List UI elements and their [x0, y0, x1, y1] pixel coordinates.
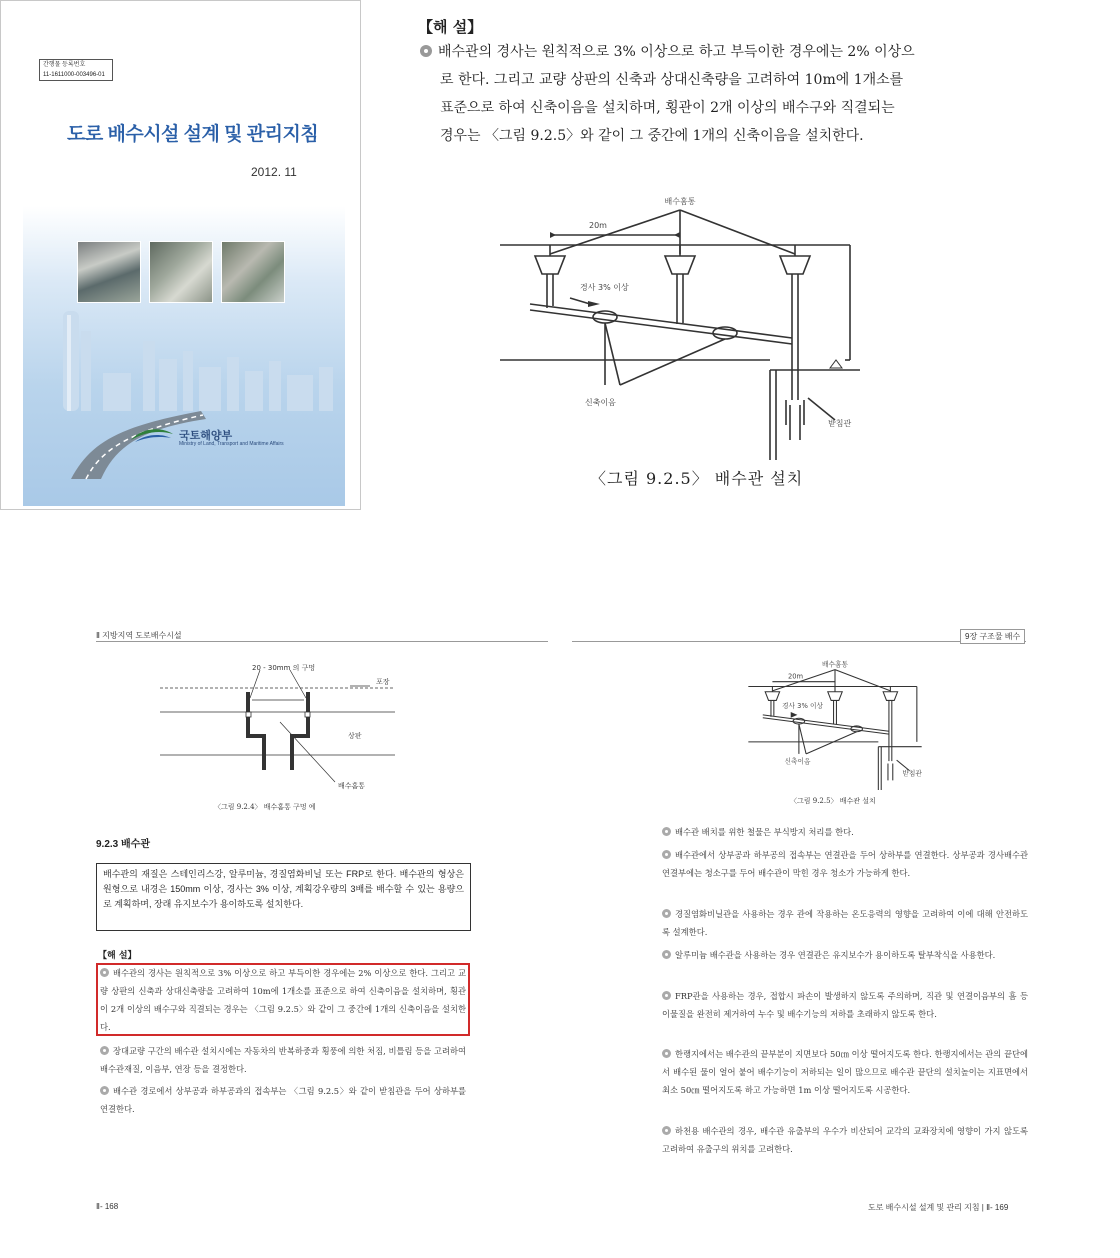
publisher-name-english: Ministry of Land, Transport and Maritime Affairs — [179, 441, 284, 447]
top-commentary-line: 배수관의 경사는 원칙적으로 3% 이상으로 하고 부득이한 경우에는 2% 이상으 — [420, 38, 980, 66]
circle-bullet-icon — [662, 850, 671, 859]
label-20m: 20m — [589, 221, 607, 230]
publisher-name: 국토해양부 — [179, 430, 233, 442]
label-drain-funnel: 배수홈통 — [338, 782, 366, 790]
label-drain-funnel: 배수홈통 — [821, 660, 849, 669]
right-bullet: 배수관 배치를 위한 철물은 부식방지 처리를 한다. — [662, 823, 1028, 841]
label-support-pipe: 받침관 — [902, 769, 922, 778]
circle-bullet-icon — [662, 991, 671, 1000]
cover-date: 2012. 11 — [251, 165, 297, 179]
commentary-bullet: 장대교량 구간의 배수관 설치시에는 자동차의 반복하중과 횡풍에 의한 처짐, 비틀림 등을 고려하여 배수관재질, 이음부, 연장 등을 결정한다. — [100, 1046, 466, 1074]
label-expansion-joint: 신축이음 — [585, 398, 616, 407]
circle-bullet-icon — [662, 1049, 671, 1058]
right-bullet: 알루미늄 배수관을 사용하는 경우 연결관은 유지보수가 용이하도록 탈부착식을 사용한다. — [662, 946, 1028, 964]
label-deck-slab: 상판 — [348, 732, 362, 740]
right-bullet: 배수관에서 상부공과 하부공의 접속부는 연결관을 두어 상하부를 연결한다. 상부공과 경사배수관 연결부에는 청소구를 두어 배수관이 막힌 경우 청소가 가능하게 한다. — [662, 850, 1028, 878]
drain-funnel-hole-figure — [160, 660, 400, 790]
report-cover — [0, 0, 361, 510]
top-figure-caption: 〈그림 9.2.5〉 배수관 설치 — [590, 469, 804, 488]
commentary-bullet: 배수관의 경사는 원칙적으로 3% 이상으로 하고 부득이한 경우에는 2% 이상으로 한다. 그리고 교량 상판의 신축과 상대신축량을 고려하여 10m에 1개소를 표준으로 하여 신축이음을 설치하며, 횡관이 2개 이상의 배수구와 직결되는 경우는 〈그림 9.2.5〉와 같이 그 중간에 1개의 신축이음을 설치한다. — [100, 968, 466, 1032]
circle-bullet-icon — [420, 45, 432, 57]
left-page-number: Ⅱ- 168 — [96, 1202, 119, 1211]
circle-bullet-icon — [100, 968, 109, 977]
label-expansion-joint: 신축이음 — [784, 757, 811, 766]
top-commentary-heading: 【해 설】 — [418, 18, 483, 36]
circle-bullet-icon — [662, 950, 671, 959]
right-bullet: 하천용 배수관의 경우, 배수관 유출부의 우수가 비산되어 교각의 교좌장치에 영향이 가지 않도록 고려하여 유출구의 위치를 고려한다. — [662, 1126, 1028, 1154]
circle-bullet-icon — [100, 1046, 109, 1055]
label-hole-size: 20 - 30mm 의 구멍 — [252, 664, 316, 672]
right-page-header: 9장 구조물 배수 — [960, 629, 1025, 644]
registration-box — [39, 59, 113, 81]
circle-bullet-icon — [662, 827, 671, 836]
city-skyline-illustration — [23, 301, 345, 411]
label-slope: 경사 3% 이상 — [580, 283, 629, 292]
drain-pipe-installation-figure-large — [490, 190, 870, 460]
circle-bullet-icon — [100, 1086, 109, 1095]
cover-photo-roadside-gutter — [221, 241, 285, 303]
left-header-rule — [96, 641, 548, 642]
label-support-pipe: 받침관 — [828, 419, 852, 428]
top-commentary-line: 경우는 〈그림 9.2.5〉와 같이 그 중간에 1개의 신축이음을 설치한다. — [440, 128, 864, 144]
top-commentary-line: 로 한다. 그리고 교량 상판의 신축과 상대신축량을 고려하여 10m에 1개소를 — [440, 72, 904, 88]
label-drain-funnel: 배수홈통 — [664, 197, 696, 206]
commentary-bullet: 배수관 경로에서 상부공과 하부공과의 접속부는 〈그림 9.2.5〉와 같이 받침관을 두어 상하부를 연결한다. — [100, 1086, 466, 1114]
label-pavement: 포장 — [376, 678, 390, 686]
section-title: 9.2.3 배수관 — [96, 839, 150, 850]
standard-text-box: 배수관의 재질은 스테인리스강, 알루미늄, 경질염화비닐 또는 FRP로 한다. 배수관의 형상은 원형으로 내경은 150mm 이상, 경사는 3% 이상, 계획강우량의 3배를 배수할 수 있는 용량으로 계획하며, 장래 유지보수가 용이하도록 설치한다. — [96, 863, 471, 931]
registration-label: 간행물 등록번호 — [43, 62, 86, 68]
label-slope: 경사 3% 이상 — [782, 702, 824, 711]
drain-pipe-installation-figure-small — [740, 660, 930, 790]
right-bullet: 경질염화비닐관을 사용하는 경우 관에 작용하는 온도응력의 영향을 고려하여 이에 대해 안전하도록 설계한다. — [662, 909, 1028, 937]
circle-bullet-icon — [662, 1126, 671, 1135]
cover-title: 도로 배수시설 설계 및 관리지침 — [67, 124, 319, 145]
right-header-rule — [572, 641, 1026, 642]
right-bullet: FRP관을 사용하는 경우, 접합시 파손이 발생하지 않도록 주의하며, 직관 및 연결이음부의 흠 등 이물질을 완전히 제거하여 누수 및 배수기능의 저하를 초래하지 않도록 한다. — [662, 991, 1028, 1019]
ministry-logo-icon — [129, 426, 175, 444]
right-bullet: 한랭지에서는 배수관의 끝부분이 지면보다 50㎝ 이상 떨어지도록 한다. 한랭지에서는 관의 끝단에서 배수된 물이 얼어 붙어 배수기능이 저하되는 일이 많으므로 배수관 끝단의 설치높이는 지표면에서 최소 50㎝ 떨어지도록 하고 가능하면 1m 이상 떨어지도록 시공한다. — [662, 1049, 1028, 1095]
commentary-heading: 【해 설】 — [98, 951, 137, 961]
circle-bullet-icon — [662, 909, 671, 918]
top-commentary-line: 표준으로 하여 신축이음을 설치하며, 횡관이 2개 이상의 배수구와 직결되는 — [440, 100, 895, 116]
figure-9-2-5-caption: 〈그림 9.2.5〉 배수관 설치 — [790, 797, 876, 805]
registration-number: 11-1611000-003496-01 — [43, 72, 105, 78]
cover-photo-drain-channel — [77, 241, 141, 303]
figure-9-2-4-caption: 〈그림 9.2.4〉 배수홈통 구멍 예 — [214, 803, 316, 811]
left-page-header: Ⅱ 지방지역 도로배수시설 — [96, 631, 182, 640]
label-20m: 20m — [787, 672, 804, 681]
right-page-number: 도로 배수시설 설계 및 관리 지침 | Ⅱ- 169 — [868, 1203, 1009, 1212]
cover-photo-drain-grate — [149, 241, 213, 303]
